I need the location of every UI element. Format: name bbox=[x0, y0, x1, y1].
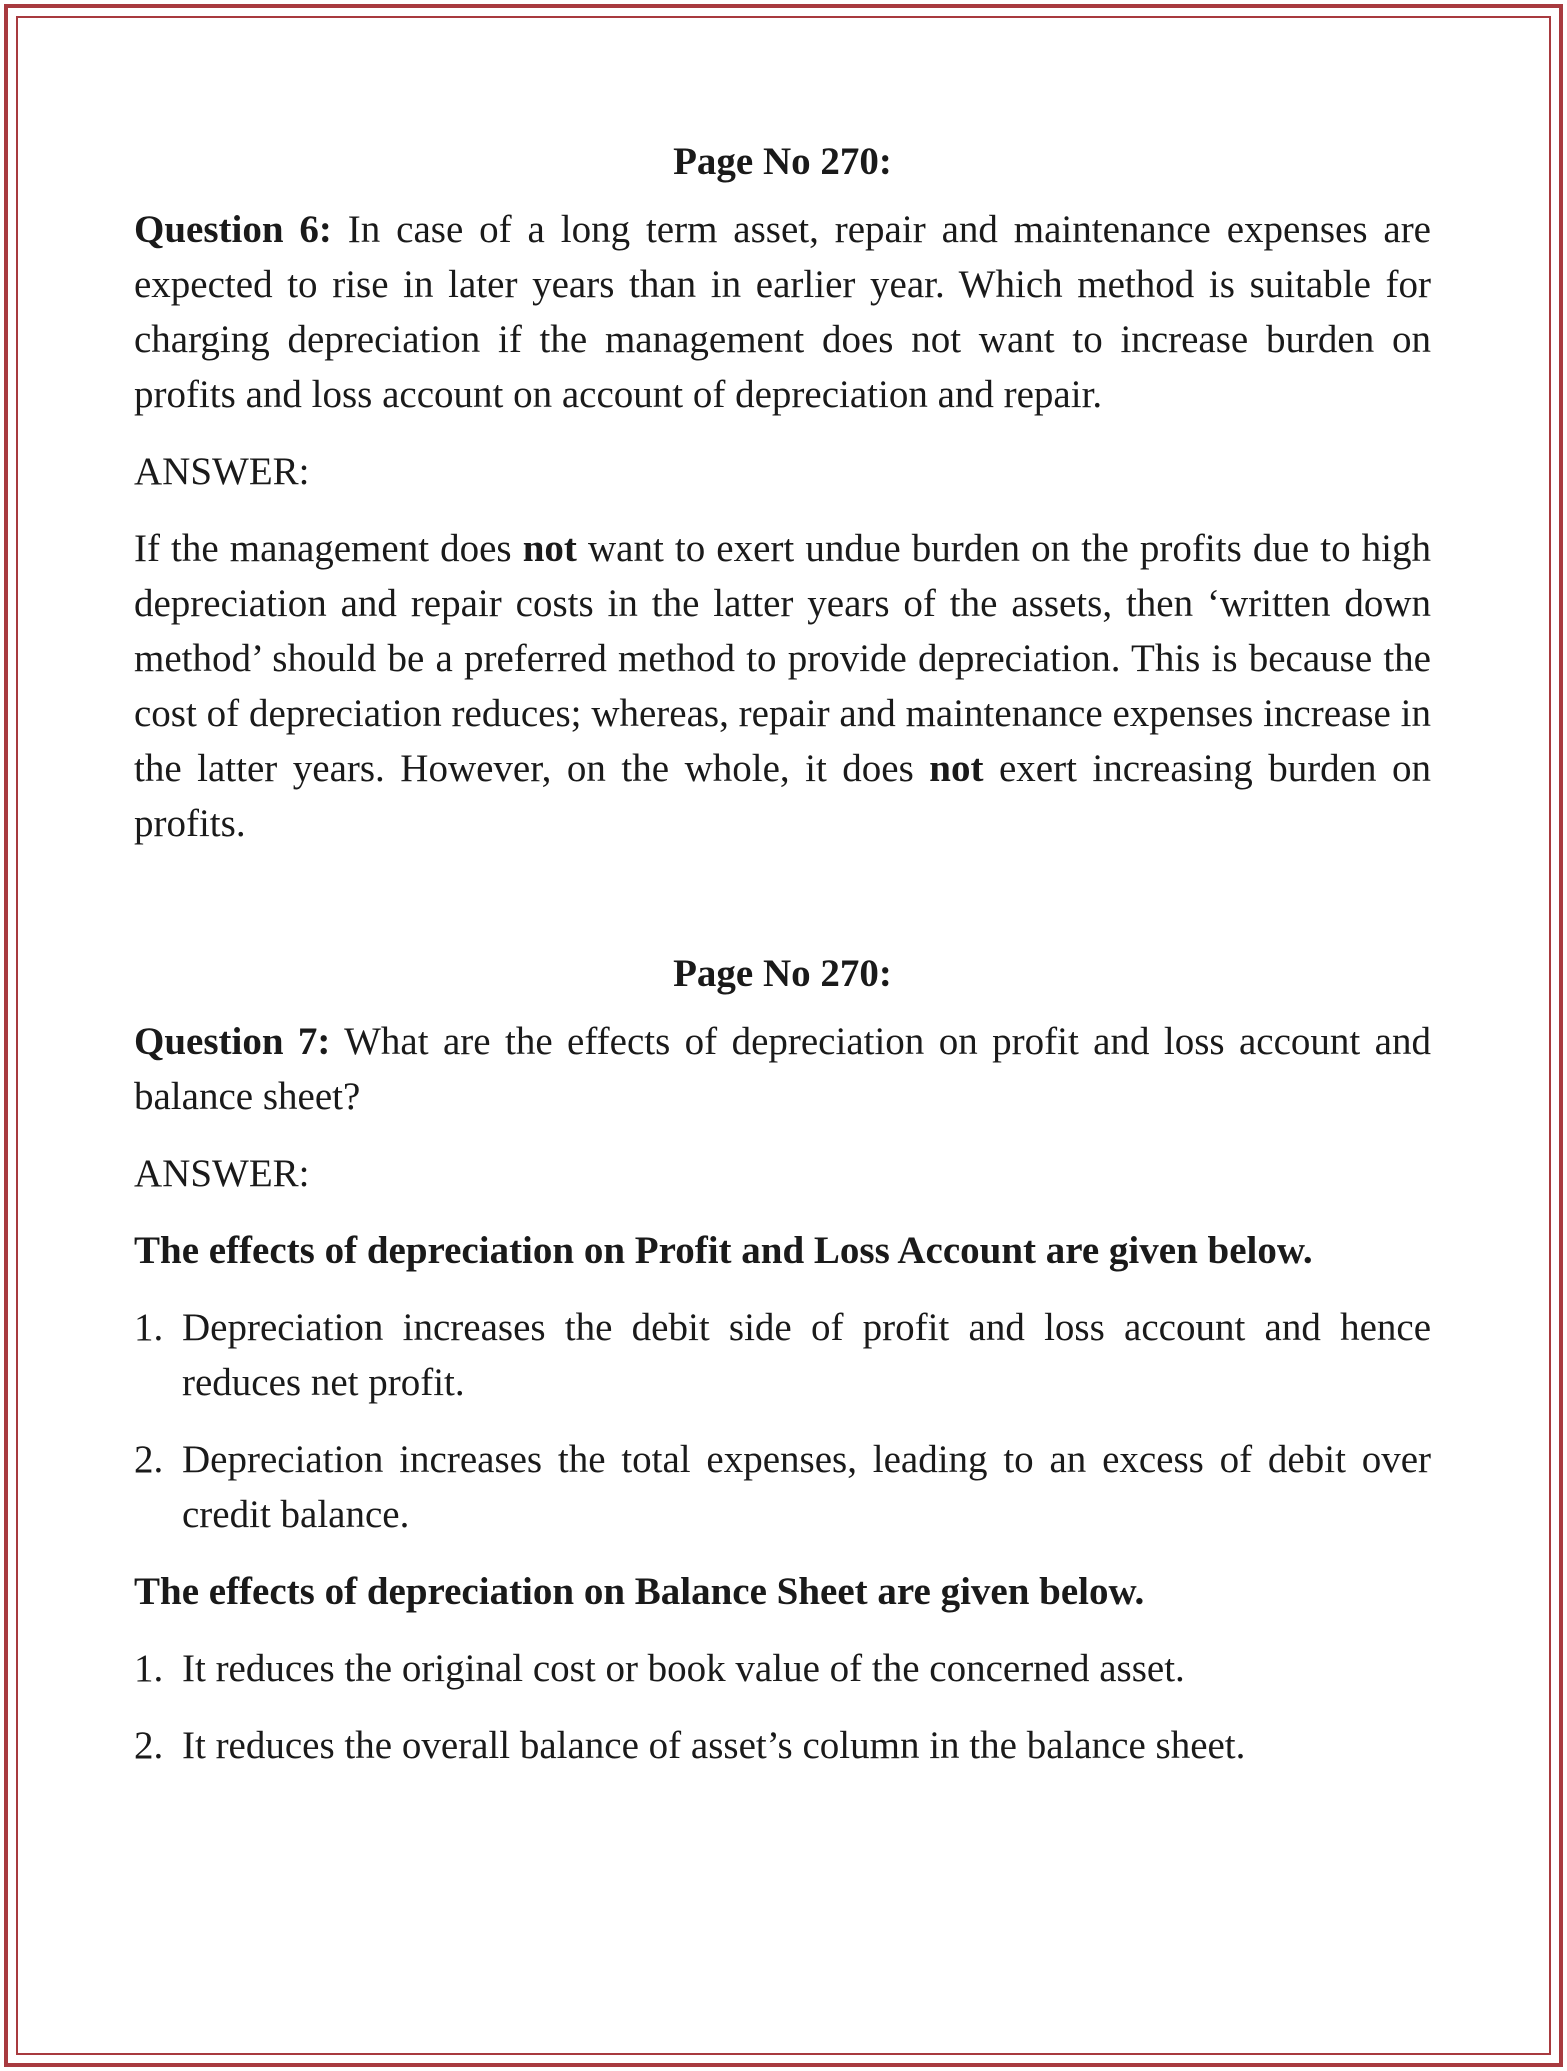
question-6 bbox=[134, 202, 1431, 422]
answer-q6-bold1: not bbox=[522, 527, 577, 570]
list-item bbox=[134, 1718, 1431, 1773]
question-7 bbox=[134, 1014, 1431, 1124]
document-content bbox=[134, 134, 1431, 1795]
list-item bbox=[134, 1432, 1431, 1542]
question-6-text: In case of a long term asset, repair and maintenance expenses are expected to rise in later years than in earlier year. Which method is suitable for charging depreciation if the management does not want to increase burden on profits and loss account on account of depreciation and repair. bbox=[134, 208, 1431, 416]
page-heading-q7: Page No 270: bbox=[673, 952, 892, 995]
question-7-text: What are the effects of depreciation on profit and loss account and balance sheet? bbox=[134, 1020, 1431, 1118]
list-item bbox=[134, 1641, 1431, 1696]
answer-label-q6: ANSWER: bbox=[134, 450, 310, 493]
answer-q6-part2: want to exert undue burden on the profits due to high depreciation and repair costs in the latter years of the assets, then ‘written down method’ should be a preferred method to provide depreciation. This is because the cost of depreciation reduces; whereas, repair and maintenance expenses increase in the latter years. However, on the whole, it does bbox=[134, 527, 1431, 790]
list-item bbox=[134, 1300, 1431, 1410]
answer-q6-part1: If the management does bbox=[134, 527, 523, 570]
answer-q6-bold2: not bbox=[929, 747, 984, 790]
question-7-label: Question 7: bbox=[134, 1020, 331, 1063]
bs-effects-heading: The effects of depreciation on Balance Sheet are given below. bbox=[134, 1570, 1145, 1613]
list-item-text: Depreciation increases the total expenses, leading to an excess of debit over credit balance. bbox=[182, 1438, 1431, 1536]
list-item-number: 1. bbox=[134, 1306, 164, 1349]
list-item-number: 1. bbox=[134, 1647, 164, 1690]
list-item-number: 2. bbox=[134, 1438, 164, 1481]
pl-effects-heading: The effects of depreciation on Profit and Loss Account are given below. bbox=[134, 1229, 1313, 1272]
list-item-text: It reduces the original cost or book value of the concerned asset. bbox=[182, 1647, 1185, 1690]
answer-q6-part3: exert increasing burden on profits. bbox=[134, 747, 1431, 845]
list-item-number: 2. bbox=[134, 1724, 164, 1767]
bs-effects-list bbox=[134, 1641, 1431, 1773]
list-item-text: It reduces the overall balance of asset’s column in the balance sheet. bbox=[182, 1724, 1246, 1767]
list-item-text: Depreciation increases the debit side of profit and loss account and hence reduces net profit. bbox=[182, 1306, 1431, 1404]
answer-q6 bbox=[134, 521, 1431, 851]
question-6-label: Question 6: bbox=[134, 208, 332, 251]
page-heading-q6: Page No 270: bbox=[673, 140, 892, 183]
pl-effects-list bbox=[134, 1300, 1431, 1542]
section-gap bbox=[134, 851, 1431, 946]
answer-label-q7: ANSWER: bbox=[134, 1152, 310, 1195]
